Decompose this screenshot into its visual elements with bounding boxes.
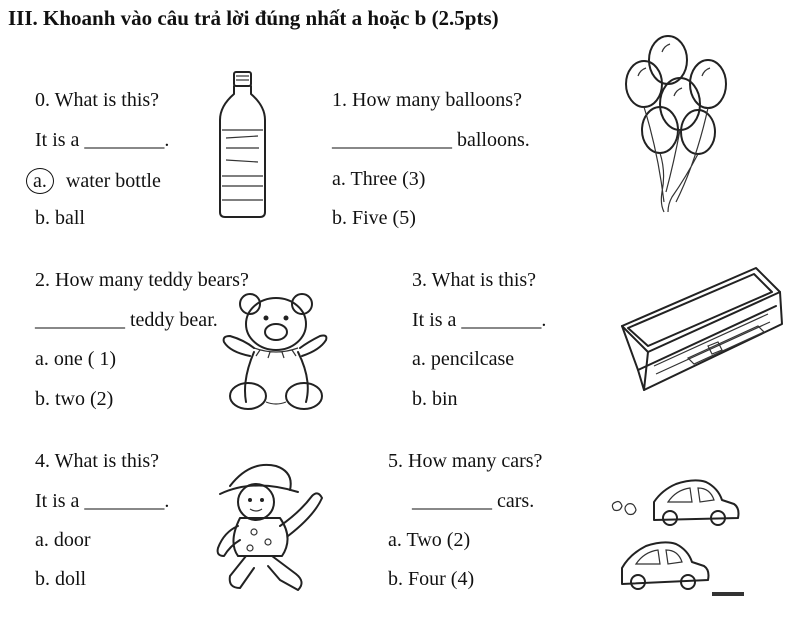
question-2-option-a[interactable]: a. one ( 1) (35, 348, 117, 370)
question-5-option-a[interactable]: a. Two (2) (388, 529, 471, 551)
question-1-option-a[interactable]: a. Three (3) (332, 168, 426, 190)
question-4-blank: It is a ________. (35, 490, 170, 512)
question-1-option-b[interactable]: b. Five (5) (332, 207, 416, 229)
question-4-option-a[interactable]: a. door (35, 529, 91, 551)
question-3-blank: It is a ________. (412, 309, 547, 331)
question-5-prompt: 5. How many cars? (388, 450, 543, 472)
teddy-bear-picture (220, 290, 332, 415)
question-3-option-a[interactable]: a. pencilcase (412, 348, 515, 370)
question-5-option-b[interactable]: b. Four (4) (388, 568, 475, 590)
section-title: III. Khoanh vào câu trả lời đúng nhất a hoặc b (2.5pts) (8, 6, 499, 30)
question-0-option-b[interactable]: b. ball (35, 207, 85, 229)
question-1-blank: ____________ balloons. (332, 129, 530, 151)
question-0-prompt: 0. What is this? (35, 89, 160, 111)
question-5-blank: ________ cars. (412, 490, 535, 512)
pencil-case-picture (618, 262, 788, 400)
cars-picture (606, 460, 746, 600)
question-1-prompt: 1. How many balloons? (332, 89, 522, 111)
question-2-option-b[interactable]: b. two (2) (35, 388, 114, 410)
question-3-prompt: 3. What is this? (412, 269, 537, 291)
question-2-blank: _________ teddy bear. (35, 309, 218, 331)
question-0-option-a-circle[interactable]: a. (26, 168, 54, 194)
question-4-option-b[interactable]: b. doll (35, 568, 87, 590)
water-bottle-picture (210, 68, 275, 220)
question-0-blank: It is a ________. (35, 129, 170, 151)
question-2-prompt: 2. How many teddy bears? (35, 269, 249, 291)
question-0-option-a[interactable] (35, 168, 161, 194)
question-3-option-b[interactable]: b. bin (412, 388, 458, 410)
question-4-prompt: 4. What is this? (35, 450, 160, 472)
question-0-option-a-label: water bottle (65, 170, 161, 192)
balloons-picture (616, 32, 736, 217)
doll-picture (210, 456, 332, 596)
